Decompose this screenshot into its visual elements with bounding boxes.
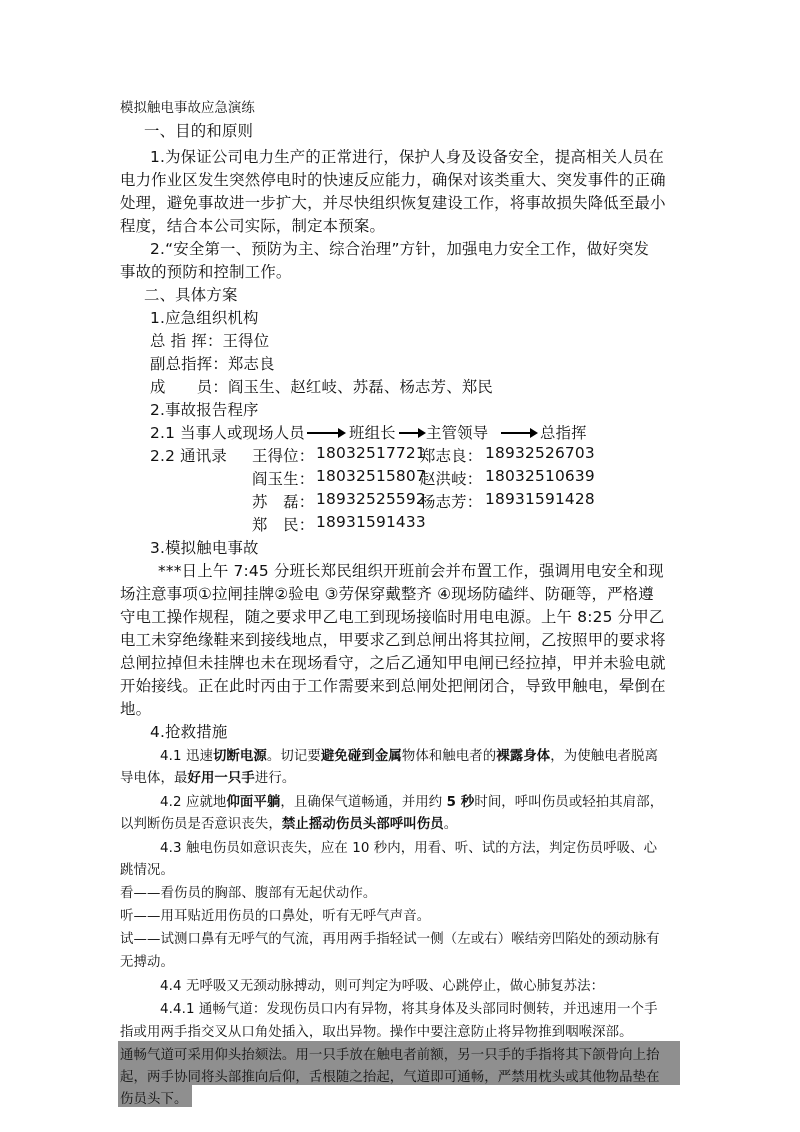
text-run: 4.2 应就地 (160, 795, 227, 810)
report-flow-step1: 班组长 (349, 424, 396, 442)
text-run: ，为使触电者脱离 (550, 749, 659, 764)
report-heading: 2.事故报告程序 (150, 401, 259, 419)
org-deputy-row (150, 352, 275, 374)
contact-name: 苏 磊： (252, 493, 315, 511)
org-members: 阎玉生、赵红岐、苏磊、杨志芳、郑民 (227, 378, 494, 396)
contact-name: 赵洪岐： (420, 470, 483, 488)
org-heading: 1.应急组织机构 (150, 309, 259, 327)
text-run: 时间，呼叫伤员或轻拍其肩部， (474, 795, 664, 810)
rescue-4-2-line1 (160, 791, 663, 810)
test-line: 无搏动。 (120, 955, 174, 970)
section-heading-2: 二、具体方案 (144, 286, 238, 304)
bold-run: 5 秒 (446, 795, 475, 810)
rescue-4-4-1-line: 指或用两手指交叉从口角处插入，取出异物。操作中要注意防止将异物推到咽喉深部。 (120, 1025, 633, 1040)
bold-run: 好用一只手 (187, 771, 255, 786)
highlighted-line: 通畅气道可采用仰头抬颏法。用一只手放在触电者前额，另一只手的手指将其下颌骨向上抬 (120, 1048, 660, 1063)
paragraph-1-line: 程度，结合本公司实际，制定本预案。 (120, 217, 386, 235)
org-members-row (150, 375, 493, 397)
org-deputy-label: 副总指挥： (150, 355, 228, 373)
report-flow-step2: 主管领导 (426, 424, 489, 442)
rescue-4-3-line: 4.3 触电伤员如意识丧失，应在 10 秒内，用看、听、试的方法，判定伤员呼吸、心 (160, 841, 658, 856)
contact-phone: 18931591433 (316, 513, 426, 531)
text-run: 导电体，最 (120, 771, 188, 786)
bold-run: 仰面平躺 (226, 795, 281, 810)
rescue-4-4-1-line: 4.4.1 通畅气道：发现伤员口内有异物，将其身体及头部同时侧转，并迅速用一个手 (160, 1002, 658, 1017)
contact-name: 王得位： (252, 447, 315, 465)
rescue-4-4-line: 4.4 无呼吸又无颈动脉搏动，则可判定为呼吸、心跳停止，做心肺复苏法： (160, 979, 605, 994)
report-flow-step3: 总指挥 (540, 424, 587, 442)
contact-phone: 18932525592 (316, 490, 426, 508)
org-commander-row (150, 329, 269, 351)
contact-phone: 18032510639 (485, 467, 595, 485)
rescue-4-1-line1 (160, 745, 658, 764)
highlighted-line: 起，两手协同将头部推向后仰，舌根随之抬起，气道即可通畅，严禁用枕头或其他物品垫在 (120, 1070, 660, 1085)
contacts-label: 2.2 通讯录 (150, 447, 227, 465)
report-flow-prefix: 2.1 当事人或现场人员 (150, 424, 305, 442)
paragraph-1-line: 1.为保证公司电力生产的正常进行，保护人身及设备安全，提高相关人员在 (150, 148, 664, 166)
contact-phone: 18932526703 (485, 444, 595, 462)
flow-arrow (399, 432, 419, 434)
bold-run: 切断电源 (212, 749, 267, 764)
highlighted-line: 伤员头下。 (120, 1092, 188, 1107)
text-run: 4.1 迅速 (160, 749, 213, 764)
org-members-label: 成 员： (150, 378, 228, 396)
flow-arrow (501, 432, 531, 434)
text-run: ，且确保气道畅通，并用约 (280, 795, 447, 810)
simulation-line: ***日上午 7:45 分班长郑民组织开班前会并布置工作，强调用电安全和现 (158, 562, 664, 580)
text-run: 物体和触电者的 (401, 749, 497, 764)
bold-run: 裸露身体 (496, 749, 551, 764)
org-deputy: 郑志良 (227, 355, 275, 373)
text-run: 。 (443, 817, 458, 832)
simulation-heading: 3.模拟触电事故 (150, 539, 259, 557)
simulation-line: 场注意事项①拉闸挂牌②验电 ③劳保穿戴整齐 ④现场防磕绊、防砸等，严格遵 (120, 585, 654, 603)
document-title: 模拟触电事故应急演练 (120, 101, 255, 116)
simulation-line: 开始接线。正在此时丙由于工作需要来到总闸处把闸闭合，导致甲触电，晕倒在 (120, 677, 666, 695)
contact-name: 杨志芳： (420, 493, 483, 511)
simulation-line: 守电工操作规程，随之要求甲乙电工到现场接临时用电电源。上午 8:25 分甲乙 (120, 608, 665, 626)
contact-phone: 18032515807 (316, 467, 426, 485)
bold-run: 避免碰到金属 (320, 749, 402, 764)
paragraph-1-line: 处理，避免事故进一步扩大，并尽快组织恢复建设工作，将事故损失降低至最小 (120, 194, 666, 212)
rescue-4-1-line2 (120, 767, 295, 786)
org-commander: 王得位 (222, 332, 270, 350)
simulation-line: 电工未穿绝缘鞋来到接线地点，甲要求乙到总闸出将其拉闸，乙按照甲的要求将 (120, 631, 666, 649)
bold-run: 禁止摇动伤员头部呼叫伤员 (281, 817, 444, 832)
simulation-line: 地。 (120, 700, 152, 718)
contact-name: 郑 民： (252, 516, 315, 534)
test-line: 试——试测口鼻有无呼气的气流，再用两手指轻试一侧（左或右）喉结旁凹陷处的颈动脉有 (120, 932, 660, 947)
contact-name: 阎玉生： (252, 470, 315, 488)
section-heading-1: 一、目的和原则 (144, 122, 254, 140)
rescue-heading: 4.抢救措施 (150, 723, 228, 741)
paragraph-1-line: 电力作业区发生突然停电时的快速反应能力，确保对该类重大、突发事件的正确 (120, 171, 666, 189)
contact-phone: 18032517721 (316, 444, 426, 462)
text-run: 进行。 (254, 771, 296, 786)
contact-phone: 18931591428 (485, 490, 595, 508)
text-run: 以判断伤员是否意识丧失， (120, 817, 282, 832)
org-commander-label: 总 指 挥： (150, 332, 223, 350)
look-line: 看——看伤员的胸部、腹部有无起伏动作。 (120, 886, 377, 901)
rescue-4-3-line: 跳情况。 (120, 863, 174, 878)
paragraph-2-line: 2.“安全第一、预防为主、综合治理”方针，加强电力安全工作，做好突发 (150, 240, 650, 258)
listen-line: 听——用耳贴近用伤员的口鼻处，听有无呼气声音。 (120, 909, 431, 924)
simulation-line: 总闸拉掉但未挂牌也未在现场看守，之后乙通知甲电闸已经拉掉，甲并未验电就 (120, 654, 666, 672)
rescue-4-2-line2 (120, 813, 457, 832)
contact-name: 郑志良： (420, 447, 483, 465)
flow-arrow (307, 432, 339, 434)
text-run: 。切记要 (266, 749, 321, 764)
paragraph-2-line: 事故的预防和控制工作。 (120, 263, 292, 281)
